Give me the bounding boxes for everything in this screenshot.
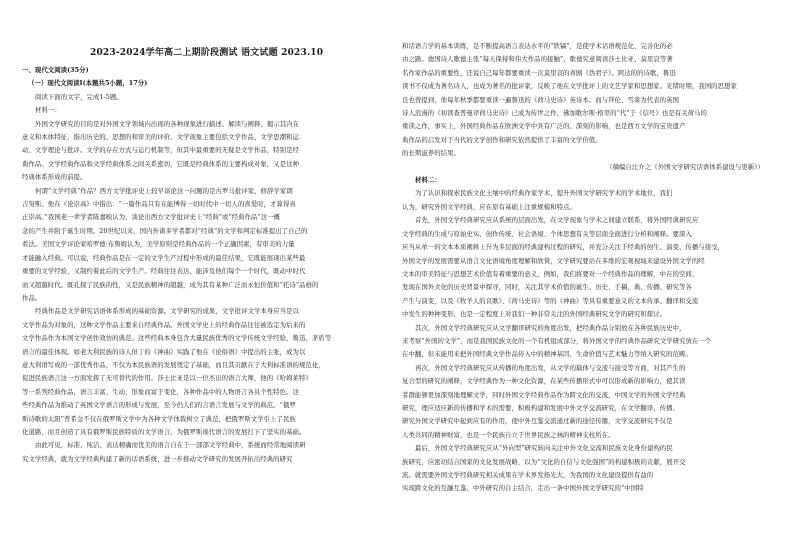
text-line: 由之路。德国诗人歌德主张“每天保持和伟大作品的接触”，歌德究意阅读莎士比亚、莫里哀等著 xyxy=(402,55,673,64)
text-line: 外国文学的发展需要从语言文化语境角度理解和欣赏，文学研究要站在多维的宏观视域来建设外国文学的经 xyxy=(402,256,705,265)
text-line: 材料一： xyxy=(35,106,61,115)
text-line: 流。就需要外国文学经典研究相关成果在学术界发扬光大，为我国的文化建设提供有益的 xyxy=(402,471,654,479)
text-line: 实现跨文化的互融互鉴、中外研究的自主结合，走出一条中国外国文学研究的“中国特 xyxy=(402,484,644,493)
text-line: 应当从单一的文本本质阐释上升为多层面的经典建构过程的研究，并充分关注于经典的创生、演变、传播与接受， xyxy=(402,243,725,252)
page-title: 2023-2024学年高二上期阶段测试 语文试题 2023.10 xyxy=(90,48,324,58)
text-line: 一、现代文阅读(35分) xyxy=(22,66,89,74)
text-line: 文学作品作为本国文学创作效仿的典范。这些经典本身包含大量民族优秀的文学传统文学经验，鲁迅、茅盾等 xyxy=(22,334,332,343)
text-line: （摘编自汪介之《外国文学研究话语体系建设与更新》） xyxy=(606,162,764,171)
text-line: 何谓“文学经典”作品？西方文学批评史上较早谈论这一问题的是古罗马批评家、修辞学家朗 xyxy=(35,186,293,195)
text-line: 人类共同的精神财富，也是一个民族自立于世界民族之林的精神支柱所在。 xyxy=(402,430,615,439)
text-line: 吉努斯。他在《论崇高》中指出：“一篇作品只有在能博得一切时代中一切人的喜爱时，才算得真 xyxy=(22,200,296,209)
text-line: 看法。美国文学评论家哈罗德·布鲁姆认为，美学原则是经典作品的一个正确因素，有审美的力量 xyxy=(22,240,295,249)
text-line: 促进民族语言这一方面发挥了无可替代的作用。莎士比亚是以一位杰出的语言大师，他的《哈姆莱特》 xyxy=(22,374,312,383)
text-line: 读书不仅成为著名诗人，也成为著名的批评家，反映了他在文学批评上的文艺学家和思想家。光绪时期，我国的思想家 xyxy=(402,82,737,91)
text-line: 斯诗歌的太阳”普希金不仅在俄罗斯文学中为各种文学体裁树立了典范，把俄罗斯文学引上了民族 xyxy=(22,414,296,423)
text-line: 在中翻，但未能用来把外国经典文学作品传入中的精神基因、生命价值与艺术魅力等纳入研究的范畴。 xyxy=(402,350,692,359)
text-line: 经典作品是文学研究话语体系形成的基础资源。文学研究的成果，文学批评文学本身应当是以 xyxy=(35,307,300,316)
text-line: 由此可见，标准、纯洁、表达精确而优美的语言自在于一部部文学经典中，系统而经常地阅读研 xyxy=(35,441,306,450)
text-line: 意大利语写成的一部优秀作品，不仅为本民族语的发展奠定了基础，而且其贡献在于大利标准语的规范化， xyxy=(22,360,325,369)
text-line: 外国文学研究的目的是对外国文学领域内出现的各种现象进行描述、解读与阐释，揭示其内在 xyxy=(35,119,300,128)
text-line: 最后，外国文学经典研究应从“外向型”研究转向关注中外文化交流和民族文化身份建构的民 xyxy=(415,444,673,453)
text-line: 的长期滋养的结果。 xyxy=(402,149,460,158)
text-line: 阅读下面的文字，完成1-5题。 xyxy=(35,92,123,101)
text-line: 典作品。文学经典作品和文学经典体系之间关系密切，它既是经典体系的主要构成对象，又是这种 xyxy=(22,159,299,168)
right-column xyxy=(402,40,764,496)
text-line: 发现在国外文化的历史背景中探寻，同时，关注其学术价值的诞生、历史、手稿、典、传播、研究等各 xyxy=(402,283,692,292)
text-line: 材料二： xyxy=(415,176,441,185)
text-line: 究文学经典，就为文学经典构建了新的话语系统，进一步推动文学研究的发展开拓出经典的研究 xyxy=(22,454,293,463)
text-line: 首先，外国文学经典研究应从系统的层面出发，在文学现象与学术之间建立联系，将外国经典研究应 xyxy=(415,216,699,225)
text-line: 文学作品为对象的，这种文学作品主要来自经典作品。外国文学史上的经典作品往往被选定为后来的 xyxy=(22,320,306,329)
text-line: 语言的最佳体现。如老大利民族的诗人但丁的《神曲》实践了他在《论俗语》中提出的主张，成为以 xyxy=(22,347,306,356)
left-column xyxy=(22,64,384,466)
text-line: 研究，理应适应新的传播和学术的需要，积极构建和发展中外文学交流研究，在文学翻译、传播、 xyxy=(402,403,679,412)
text-line: 才能融入经典。可以说，经典作品是在一定的文学生产过程中形成的最佳结果，它既能展现出某些最 xyxy=(22,253,306,262)
text-line: 为了认识和探索民族文化土壤中的经典作家学术，提升外国文学研究学术的学术地位，我们 xyxy=(415,189,673,198)
text-line: 意义和本体特征，指出历史的、思想的和审美的评价。文学现象主要包括文学作品、文学思潮和运 xyxy=(22,133,299,142)
text-line: 中发生的种种变形，也是一定程度上对我们一种非常关注的外国经典研究文学的研究和探讨。 xyxy=(402,310,667,319)
text-line: 重要的文学经验，又制约着此后的文学生产。经典往往表达、能涉及他们每个一个时代，既动中时代 xyxy=(22,267,306,276)
text-line: 念的产生并附于诞生时期。20世纪以来，国内外诸多学者都对“经典”的文学和判定标准提出了自己的 xyxy=(22,226,308,235)
text-line: 认为，研究外国文学经典，应在原有基础上注重规模和特点。 xyxy=(402,202,576,211)
text-line: 复合型的研究的阐释，文学经典作为一种文化资源，在某些传播形式中可以形成新的影响力，使其读 xyxy=(402,377,686,386)
text-line: 作品。 xyxy=(22,293,42,302)
text-line: 名作家作品的重要性，还说自己每年都要重读一次莫里哀的喜剧《伪君子》。阿达的的诗歌，鲁迅 xyxy=(402,68,676,77)
text-line: 来考察“外国的文学”，而是我国民族文化的一个有机组成部分，将外国文学的经典作品研究文学研究放在一个 xyxy=(402,336,712,345)
text-line: 族研究，应密切结合国家的文化发展战略，以为“文化的自信与文化强国”的构建积极的贡献，展开交 xyxy=(402,457,686,466)
text-line: 动、文学理论与批评。文学的存在方式与运行机制等，但其中最重要的无疑是文学作品，特别是经 xyxy=(22,146,299,155)
text-line: 和话语言学的基本训练，是不断提高语言表达水平的“铁镐”，是使学术话语规范化、完善化的必 xyxy=(402,42,673,50)
text-line: 典作品的启发对于当代的文学创作和研究依然提供了丰富的文学价值。 xyxy=(402,135,602,144)
text-line: 文本的审美特征与思想艺术价值有着重要的意义，例如，我们将要对一个经典作品的理解，中在的空间、 xyxy=(402,269,699,278)
text-line: 文学经典的生成与原始史实、创作传统、社会语境、个体思想有关等层面全面进行分析和阐释。要深入 xyxy=(402,229,692,238)
text-line: 再次，外国文学经典研究应从传播的角度出发，从文学的载体与交流与接受等方面，对其产生的 xyxy=(415,363,686,372)
text-line: 正崇高。”我国老一辈学者陈嘉映认为，谈论出西方文学批评史上“经典”或“经典作品”这一概 xyxy=(22,213,281,222)
text-line: （一）现代文阅读I(本题共5小题，17分) xyxy=(28,79,148,88)
text-line: 经典体系形成的前提。 xyxy=(22,173,87,182)
text-line: 而又超越时代。既孔探了民族的性，又是民族精神的超越，成为其有某种广泛而永恒价值和“托诗”品格的 xyxy=(22,280,319,289)
text-line: 良也曾提到，他每年秋季都要重读一遍鲁迅的《荷马史诗》英诗本。而与拜伦、雪莱为代表的英国 xyxy=(402,95,679,104)
text-line: 重读之作，事实上，外国经典作品在欧洲文学中具有广泛的、深刻的影响，也是西方文学的宝贵遗产 xyxy=(402,122,686,131)
text-line: 研究外国文学研究中起到应有的作用，使中外互鉴交流通过新的途径传播，文学交流研究不仅是 xyxy=(402,417,673,426)
text-line: 产生与演变，以及《牧羊人的哀歌》、《荷马史诗》等的《神曲》等具有重要意义的文本传承、翻译和交流 xyxy=(402,296,699,305)
text-line: 等一系列经典作品，语言丰富、生动、形象而富于变化，各种作品中的人物语言各具个性特色。这 xyxy=(22,387,299,396)
text-line: 其次，外国文学经典研究应从文学翻译研究的角度出发，把经典作品分别放在各种民族历史中， xyxy=(415,323,686,332)
text-line: 诗人浪漫的《初读查普曼译荷马史诗》已成为传世之作，佛加歌尔斯·格里的“代”于《信号》也是有关荷马的 xyxy=(402,109,707,118)
text-line: 些经典作品为推动了英国文学语言的形成与发展，至今仍人们的言语言发展与文学的典范。“俄罗 xyxy=(22,401,296,410)
text-line: 化道路，而且创造了具有俄罗斯民族特质的文学语言，为俄罗斯现代语言的发展打下了坚实的基础。 xyxy=(22,427,306,436)
text-line: 者群能够更加深刻地理解文学，同时外国文学经典作品作为跨文化的交流，中国文学的外国文学经典 xyxy=(402,390,686,399)
